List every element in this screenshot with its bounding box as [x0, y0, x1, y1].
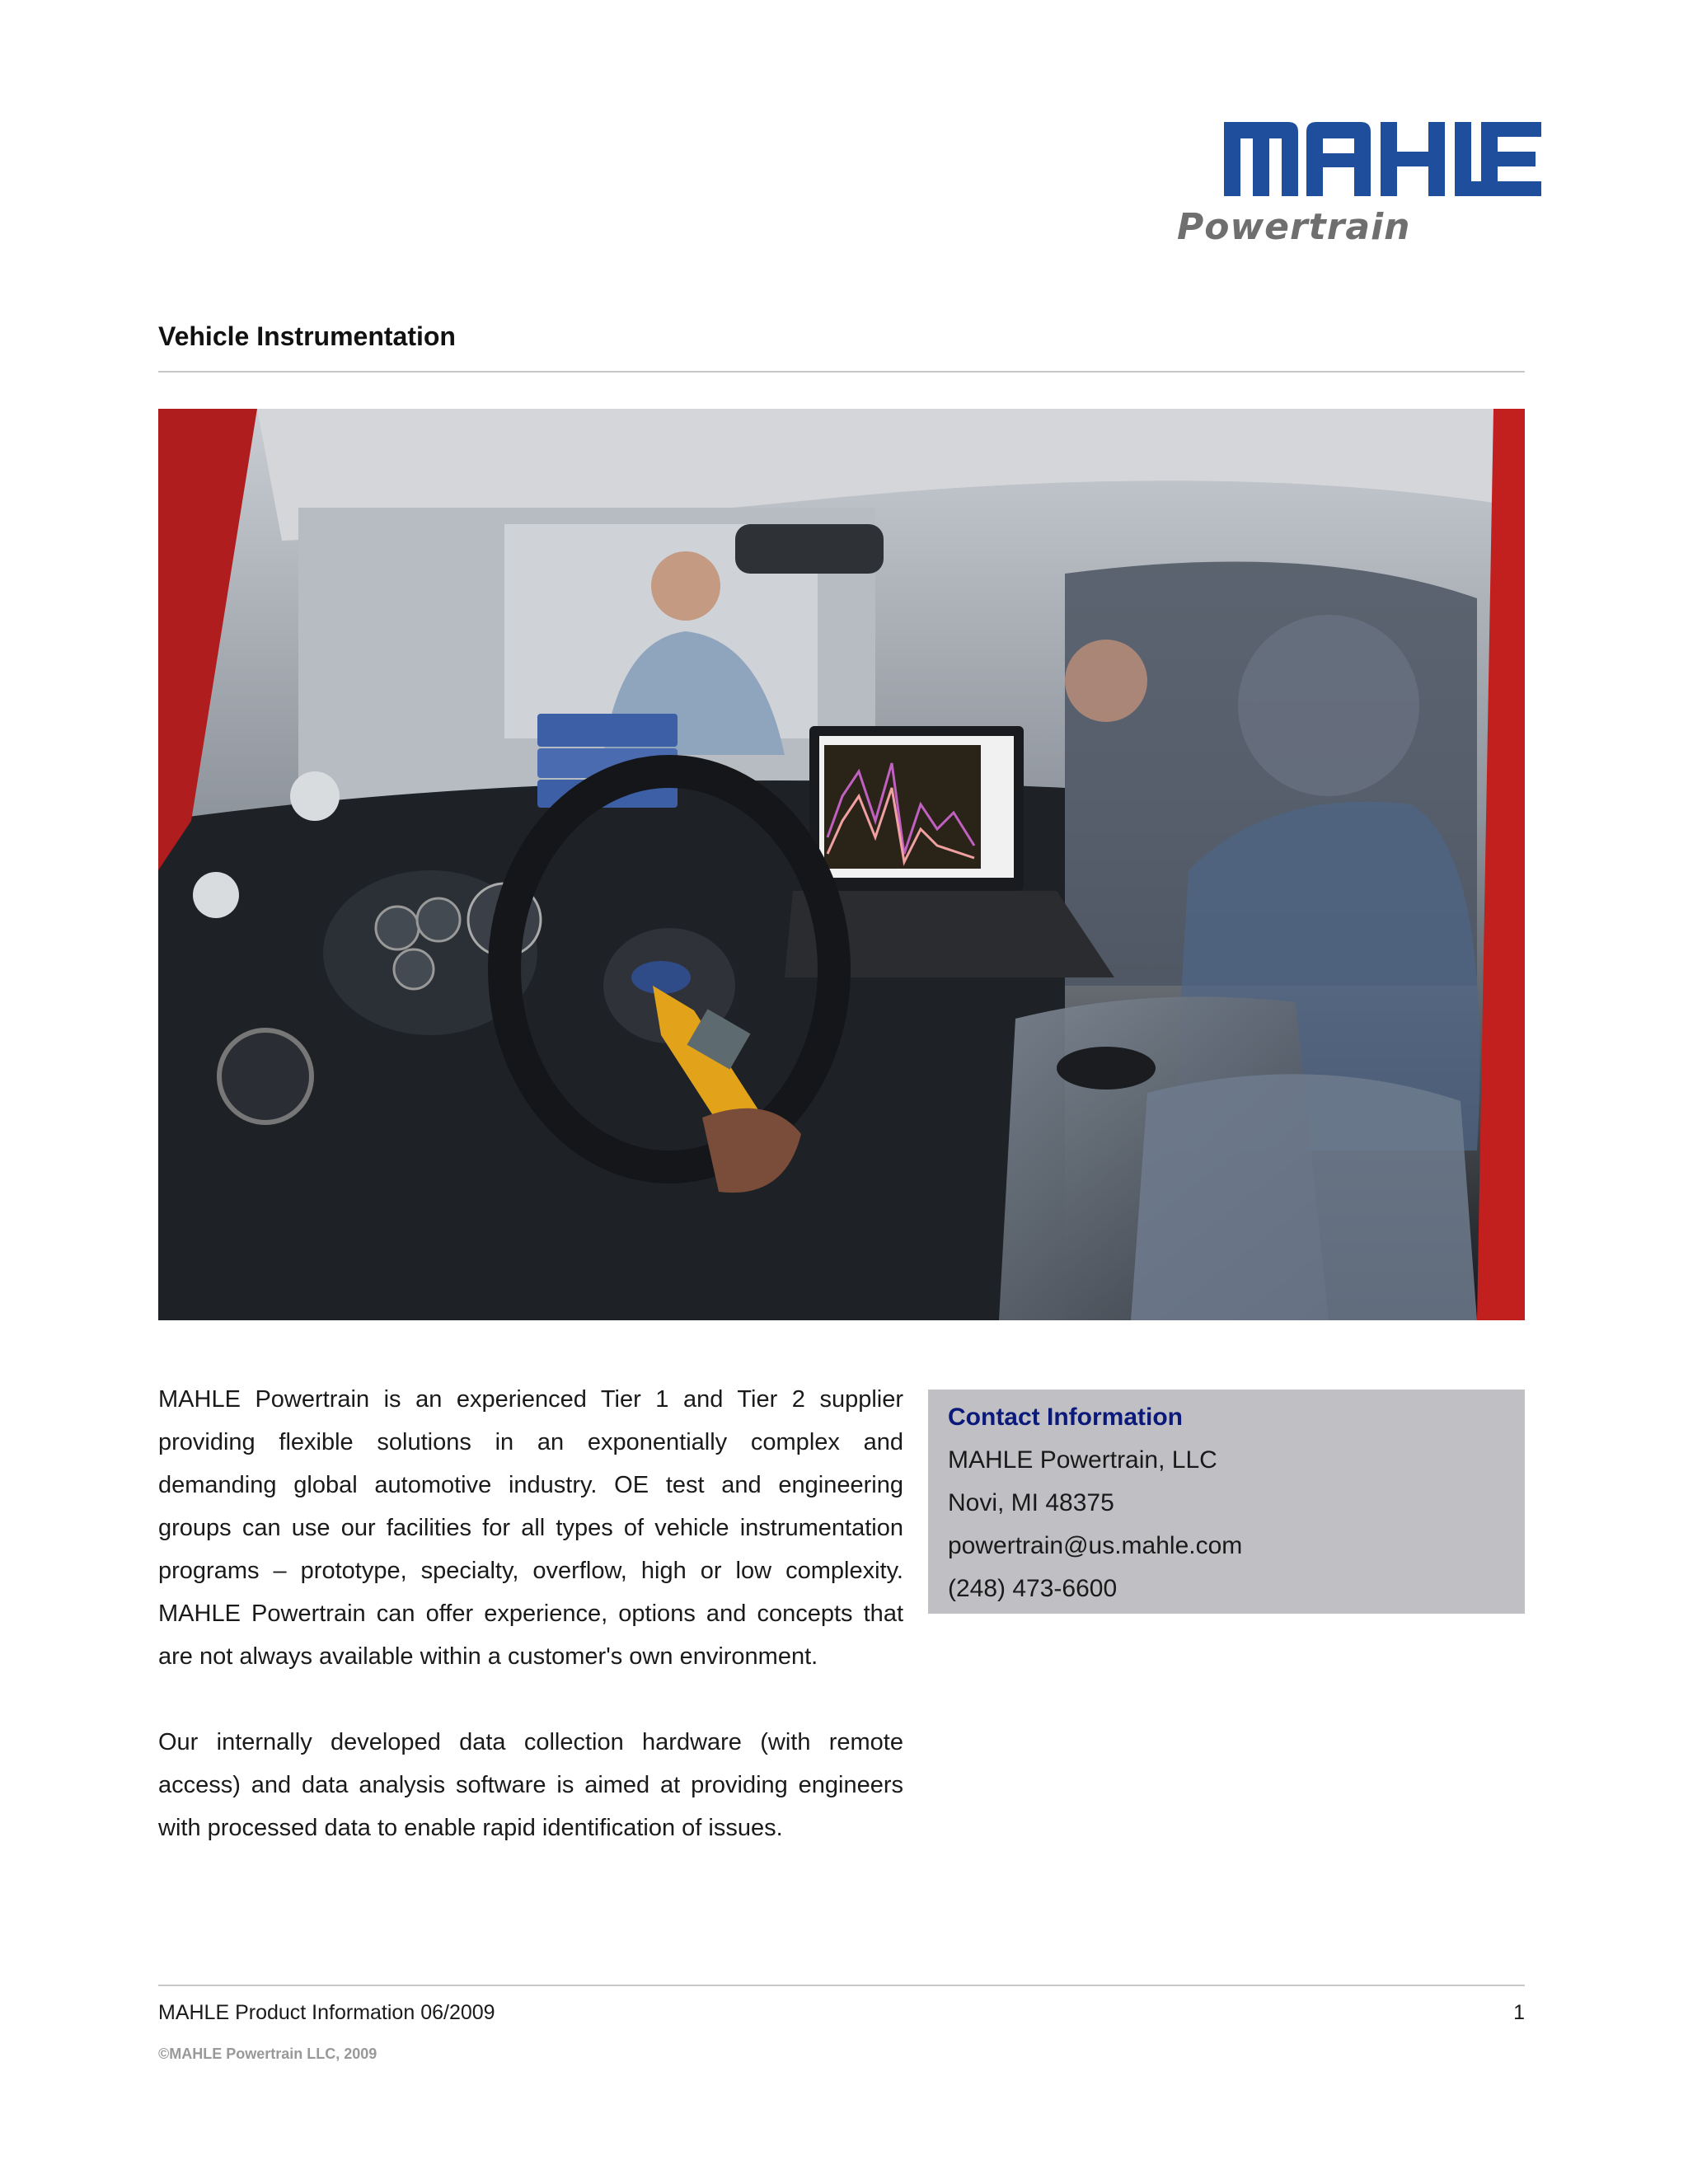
- contact-title: Contact Information: [948, 1404, 1183, 1431]
- footer-divider: [158, 1985, 1525, 1986]
- contact-email[interactable]: powertrain@us.mahle.com: [948, 1532, 1243, 1559]
- mahle-powertrain-logo: [1170, 115, 1541, 260]
- mahle-logo-mark: [1224, 122, 1541, 196]
- page-title: Vehicle Instrumentation: [158, 321, 456, 351]
- contact-phone[interactable]: (248) 473-6600: [948, 1575, 1118, 1602]
- title-divider: [158, 371, 1525, 373]
- copyright-notice: ©MAHLE Powertrain LLC, 2009: [158, 2046, 377, 2062]
- page-number: 1: [1513, 2001, 1525, 2024]
- photo-illustration: [158, 409, 1525, 1320]
- body-paragraph-1: MAHLE Powertrain is an experienced Tier 1 and Tier 2 supplier providing flexible solutions in an exponentially complex and demanding global automotive industry. OE test and engineering groups can use our facilities for all types of vehicle instrumentation programs – prototype, specialty, overflow, high or low complexity. MAHLE Powertrain can offer experience, options and concepts that are not always available within a customer's own environment.: [158, 1386, 903, 1670]
- footer-product-info: MAHLE Product Information 06/2009: [158, 2001, 495, 2024]
- contact-city: Novi, MI 48375: [948, 1489, 1114, 1516]
- logo-subtitle: Powertrain: [1177, 206, 1411, 248]
- contact-information-box: [928, 1390, 1525, 1614]
- body-text: [158, 1378, 903, 1892]
- body-paragraph-2: Our internally developed data collection hardware (with remote access) and data analysis software is aimed at providing engineers with processed data to enable rapid identification of issues.: [158, 1729, 903, 1841]
- contact-company: MAHLE Powertrain, LLC: [948, 1446, 1217, 1474]
- vehicle-instrumentation-photo: [158, 409, 1525, 1320]
